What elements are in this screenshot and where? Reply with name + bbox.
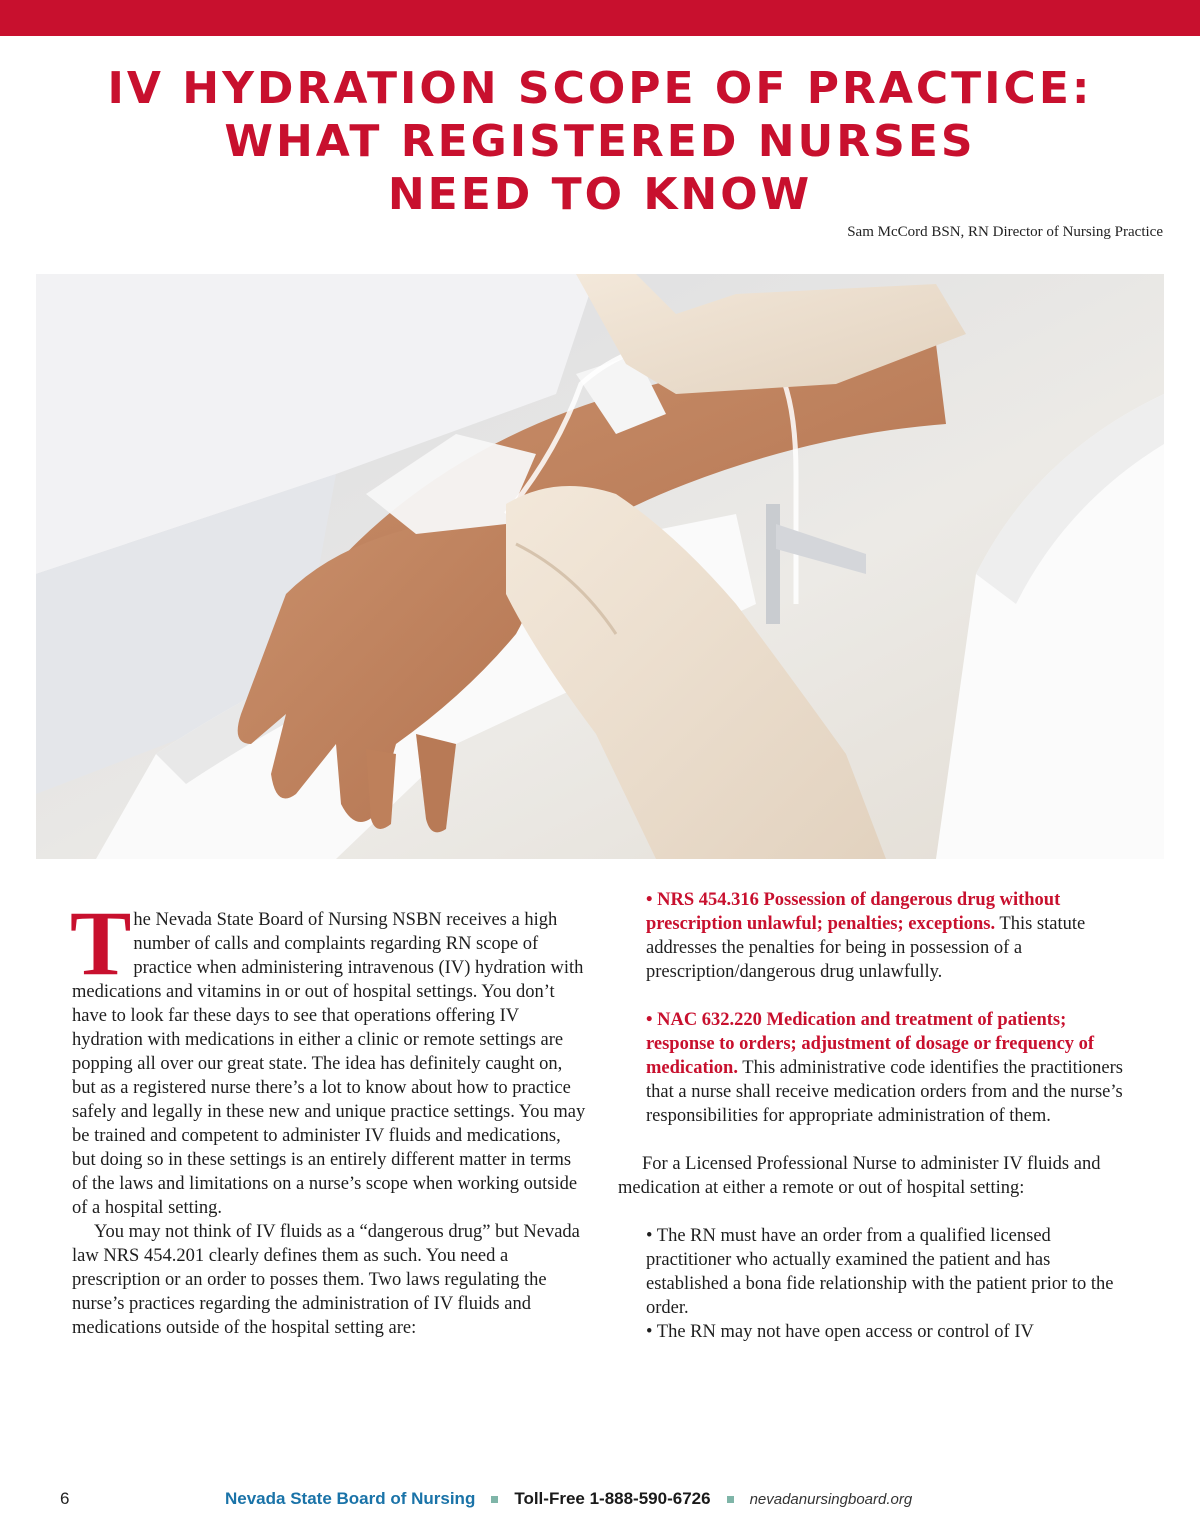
separator-square-icon (727, 1496, 734, 1503)
article-title (0, 62, 1200, 221)
author-byline: Sam McCord BSN, RN Director of Nursing Practice (847, 224, 1163, 240)
separator-square-icon (491, 1496, 498, 1503)
footer-website-link[interactable]: nevadanursingboard.org (749, 1491, 913, 1508)
article-photo (36, 274, 1164, 859)
footer-org-name: Nevada State Board of Nursing (225, 1489, 476, 1508)
iv-photo-illustration (36, 274, 1164, 859)
law-description: This statute addresses the penalties for being in possession of a prescription/dangerous drug unlawfully. (646, 914, 1086, 982)
lpn-requirements-intro: For a Licensed Professional Nurse to administer IV fluids and medication at either a remote or out of hospital setting: (618, 1154, 1101, 1198)
page-number: 6 (60, 1489, 70, 1508)
requirement-item: • The RN may not have open access or control of IV (646, 1322, 1034, 1342)
intro-paragraph (70, 892, 587, 1220)
requirement-item: • The RN must have an order from a qualified licensed practitioner who actually examined the patient and has established a bona fide relationship with the patient prior to the order. (646, 1226, 1114, 1318)
requirements-list (646, 1224, 1128, 1344)
law-heading: • NRS 454.316 Possession of dangerous drug without prescription unlawful; penalties; exceptions. (646, 890, 1061, 934)
law-item-nac-632-220 (646, 1008, 1128, 1128)
law-item-nrs-454-316 (646, 888, 1128, 984)
drop-cap: T (70, 892, 132, 994)
footer-line (225, 1489, 912, 1509)
title-line-2: WHAT REGISTERED NURSES (224, 116, 976, 167)
top-red-bar (0, 0, 1200, 36)
intro-paragraph-text: he Nevada State Board of Nursing NSBN receives a high number of calls and complaints regarding RN scope of practice when administering intravenous (IV) hydration with medications and vitamins in or out of hospital settings. You don’t have to look far these days to see that operations offering IV hydration with medications in either a clinic or remote settings are popping all over our great state. The idea has definitely caught on, but as a registered nurse there’s a lot to know about how to practice safely and legally in these new and unique practice settings. You may be trained and competent to administer IV fluids and medications, but doing so in these settings is an entirely different matter in terms of the laws and limitations on a nurse’s scope when working outside of a hospital setting. (72, 910, 586, 1218)
title-line-3: NEED TO KNOW (387, 169, 813, 220)
law-heading: • NAC 632.220 Medication and treatment of patients; response to orders; adjustment of dosage or frequency of medication. (646, 1010, 1095, 1078)
left-column (70, 892, 587, 1340)
title-line-1: IV HYDRATION SCOPE OF PRACTICE: (107, 63, 1093, 114)
law-description: This administrative code identifies the practitioners that a nurse shall receive medication orders from and the nurse’s responsibilities for appropriate administration of them. (646, 1058, 1123, 1126)
footer-phone: Toll-Free 1-888-590-6726 (514, 1489, 711, 1508)
right-column (618, 888, 1128, 1344)
page-footer (0, 1489, 1200, 1513)
second-paragraph: You may not think of IV fluids as a “dangerous drug” but Nevada law NRS 454.201 clearly defines them as such. You need a prescription or an order to posses them. Two laws regulating the nurse’s practices regarding the administration of IV fluids and medications outside of the hospital setting are: (72, 1222, 580, 1338)
